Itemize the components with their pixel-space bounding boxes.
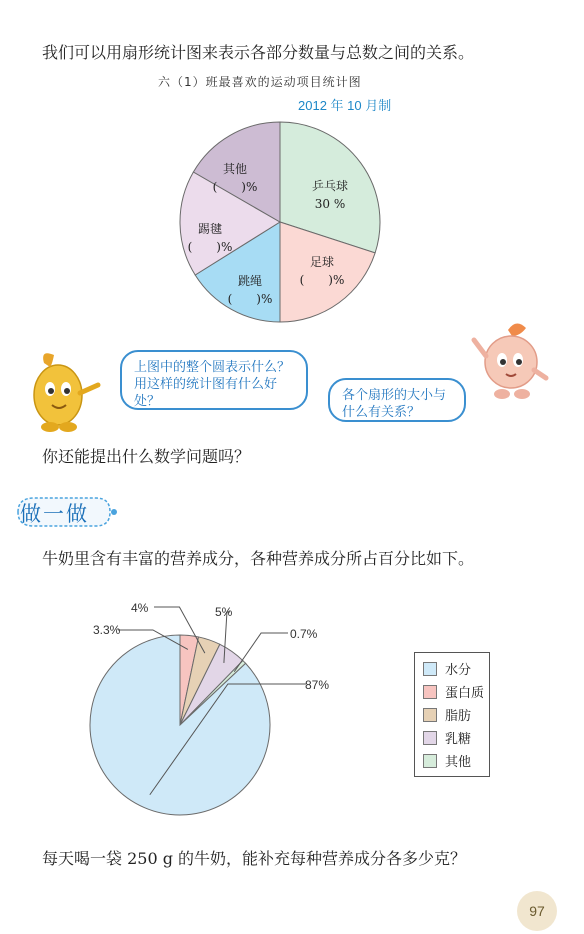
question-text: 你还能提出什么数学问题吗？: [42, 447, 251, 466]
label-water-87: 87%: [305, 678, 330, 692]
legend-item-water: 水分: [415, 657, 489, 680]
page-number: 97: [517, 891, 557, 931]
legend-item-fat: 脂肪: [415, 703, 489, 726]
legend-item-lactose: 乳糖: [415, 726, 489, 749]
section-title: 做一做: [20, 502, 89, 526]
chart1-date: 2012 年 10 月制: [298, 98, 392, 113]
legend-swatch: [423, 731, 437, 745]
legend-item-other: 其他: [415, 749, 489, 772]
legend-swatch: [423, 708, 437, 722]
milk-intro-text: 牛奶里含有丰富的营养成分，各种营养成分所占百分比如下。: [42, 549, 475, 568]
potato-mascot-icon: [22, 345, 102, 435]
legend-swatch: [423, 685, 437, 699]
label-lactose-5: 5%: [215, 605, 233, 619]
label-protein-3-3: 3.3%: [93, 623, 121, 637]
slice-label-other: 其他 ( )%: [212, 162, 258, 194]
legend-item-protein: 蛋白质: [415, 680, 489, 703]
peach-mascot-icon: [466, 320, 556, 405]
final-question-text: 每天喝一袋 250 g 的牛奶，能补充每种营养成分各多少克？: [42, 849, 467, 868]
speech-bubble-left: 上图中的整个圆表示什么？用这样的统计图有什么好处？: [120, 350, 308, 410]
legend-swatch: [423, 754, 437, 768]
intro-text: 我们可以用扇形统计图来表示各部分数量与总数之间的关系。: [42, 43, 475, 62]
slice-label-pingpong: 乒乓球 30 %: [311, 179, 348, 211]
label-fat-4: 4%: [131, 601, 149, 615]
slice-label-shuttlecock: 踢毽 ( )%: [187, 222, 233, 254]
slice-label-rope: 跳绳 ( )%: [227, 274, 273, 306]
milk-pie-chart: [80, 590, 410, 840]
slice-label-football: 足球 ( )%: [299, 255, 345, 287]
label-other-0-7: 0.7%: [290, 627, 318, 641]
chart1-title: 六（1）班最喜欢的运动项目统计图: [158, 75, 362, 89]
milk-chart-legend: [414, 652, 490, 777]
legend-swatch: [423, 662, 437, 676]
speech-bubble-right: 各个扇形的大小与什么有关系？: [328, 378, 466, 422]
